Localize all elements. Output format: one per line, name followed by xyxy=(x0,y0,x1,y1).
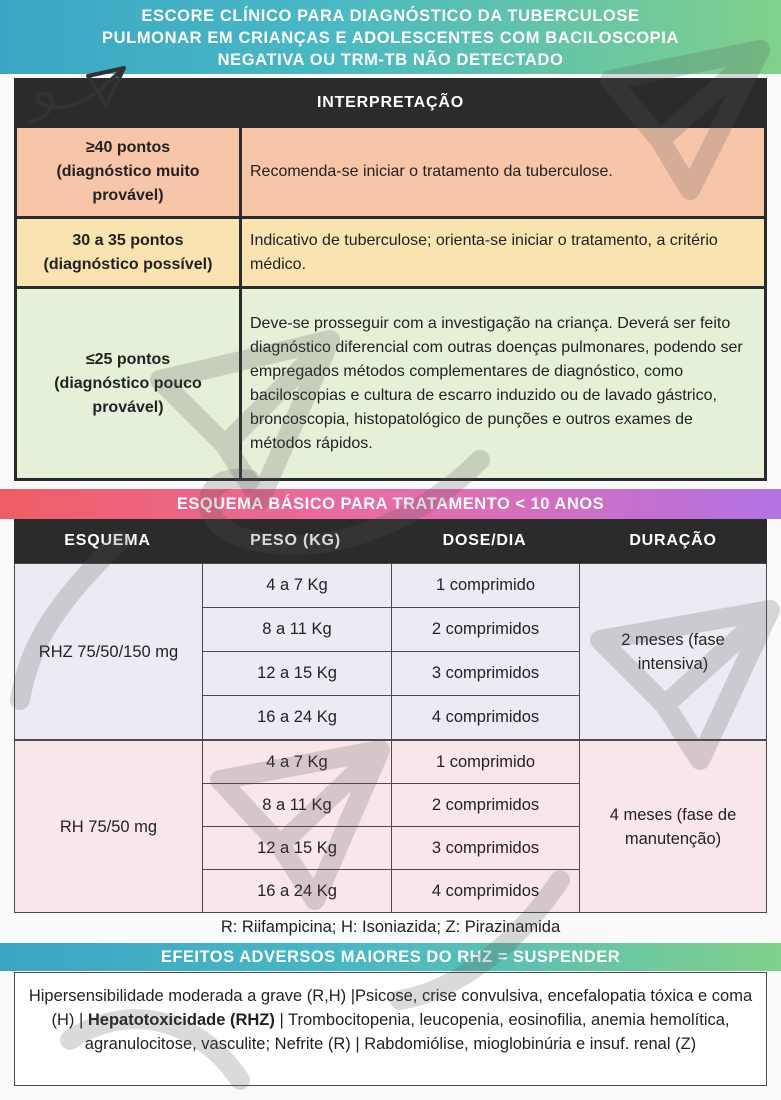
interpretation-row xyxy=(14,128,767,219)
interpretation-header: INTERPRETAÇÃO xyxy=(14,78,767,128)
score-label: 30 a 35 pontos xyxy=(72,231,184,249)
dose-cell: 2 comprimidos xyxy=(431,620,540,638)
scheme-cell: RH 75/50 mg xyxy=(59,817,158,836)
dose-cell: 3 comprimidos xyxy=(431,838,540,857)
score-label: ≥40 pontos xyxy=(85,139,171,156)
title-line-2: PULMONAR EM CRIANÇAS E ADOLESCENTES COM BACILOSCOPIA xyxy=(102,29,679,47)
score-cell xyxy=(17,289,239,478)
dose-cell: 1 comprimido xyxy=(435,752,536,771)
table-row xyxy=(203,652,579,696)
treatment-group-intensive xyxy=(14,563,767,740)
weight-cell: 4 a 7 Kg xyxy=(203,741,392,783)
duration-cell xyxy=(580,564,766,739)
duration-text: 2 meses (fase intensiva) xyxy=(621,630,725,673)
interpretation-row xyxy=(14,219,767,289)
drug-legend: R: Riifampicina; H: Isoniazida; Z: Pirazinamida xyxy=(220,918,561,936)
adverse-text-before: Hipersensibilidade moderada a grave (R,H) |Psicose, crise convulsiva, encefalopatia tóxica e coma (H) | xyxy=(28,987,753,1029)
score-detail: (diagnóstico pouco provável) xyxy=(54,374,202,416)
weight-cell: 4 a 7 Kg xyxy=(203,564,392,607)
duration-text: 4 meses (fase de manutenção) xyxy=(609,805,737,848)
table-row xyxy=(203,564,579,608)
dose-cell: 2 comprimidos xyxy=(431,795,540,814)
recommendation-text: Deve-se prosseguir com a investigação na criança. Deverá ser feito diagnóstico diferencial com outras doenças pulmonares, podendo ser empregados métodos complementares de diagnóstico, como baciloscopias e cultura de escarro induzido ou de lavado gástrico, broncoscopia, histopatológico de punções e outros exames de métodos rápidos. xyxy=(242,289,764,478)
dose-cell: 1 comprimido xyxy=(435,576,536,594)
column-header-weight: PESO (KG) xyxy=(250,532,341,549)
interpretation-row xyxy=(14,289,767,481)
table-row xyxy=(203,870,579,912)
adverse-effects-box xyxy=(14,972,767,1086)
treatment-title: ESQUEMA BÁSICO PARA TRATAMENTO < 10 ANOS xyxy=(0,489,781,519)
dose-rows xyxy=(202,741,580,912)
column-header-duration: DURAÇÃO xyxy=(629,532,717,549)
recommendation-text: Recomenda-se iniciar o tratamento da tuberculose. xyxy=(242,128,764,216)
duration-cell xyxy=(580,741,766,912)
adverse-effects-title: EFEITOS ADVERSOS MAIORES DO RHZ = SUSPENDER xyxy=(0,943,781,971)
dose-rows xyxy=(202,564,580,739)
dose-cell: 4 comprimidos xyxy=(431,708,540,726)
table-row xyxy=(203,827,579,870)
treatment-group-maintenance xyxy=(14,740,767,913)
dose-cell: 3 comprimidos xyxy=(431,664,540,682)
weight-cell: 12 a 15 Kg xyxy=(203,652,392,695)
table-row xyxy=(203,608,579,652)
weight-cell: 16 a 24 Kg xyxy=(203,696,392,739)
table-row xyxy=(203,741,579,784)
score-cell xyxy=(17,128,239,216)
table-row xyxy=(203,784,579,827)
score-detail: (diagnóstico possível) xyxy=(43,255,213,273)
weight-cell: 8 a 11 Kg xyxy=(203,608,392,651)
table-row xyxy=(203,696,579,739)
treatment-table-header xyxy=(14,519,767,563)
column-header-scheme: ESQUEMA xyxy=(64,532,151,549)
weight-cell: 16 a 24 Kg xyxy=(203,870,392,912)
dose-cell: 4 comprimidos xyxy=(431,881,540,900)
score-label: ≤25 pontos xyxy=(85,350,171,368)
score-cell xyxy=(17,219,239,286)
recommendation-text: Indicativo de tuberculose; orienta-se iniciar o tratamento, a critério médico. xyxy=(242,219,764,286)
weight-cell: 12 a 15 Kg xyxy=(203,827,392,869)
title-line-1: ESCORE CLÍNICO PARA DIAGNÓSTICO DA TUBERCULOSE xyxy=(141,7,640,25)
title-line-3: NEGATIVA OU TRM-TB NÃO DETECTADO xyxy=(217,51,564,69)
weight-cell: 8 a 11 Kg xyxy=(203,784,392,826)
score-detail: (diagnóstico muito provável) xyxy=(56,163,200,204)
adverse-text-after: | Trombocitopenia, leucopenia, eosinofilia, anemia hemolítica, agranulocitose, vasculite; Nefrite (R) | Rabdomiólise, mioglobinúria e insuf. renal (Z) xyxy=(84,1011,730,1053)
paper-plane-logo-icon xyxy=(28,62,128,138)
adverse-text-bold: Hepatotoxicidade (RHZ) xyxy=(87,1011,275,1029)
scheme-cell: RHZ 75/50/150 mg xyxy=(38,642,179,661)
column-header-dose: DOSE/DIA xyxy=(442,532,527,549)
